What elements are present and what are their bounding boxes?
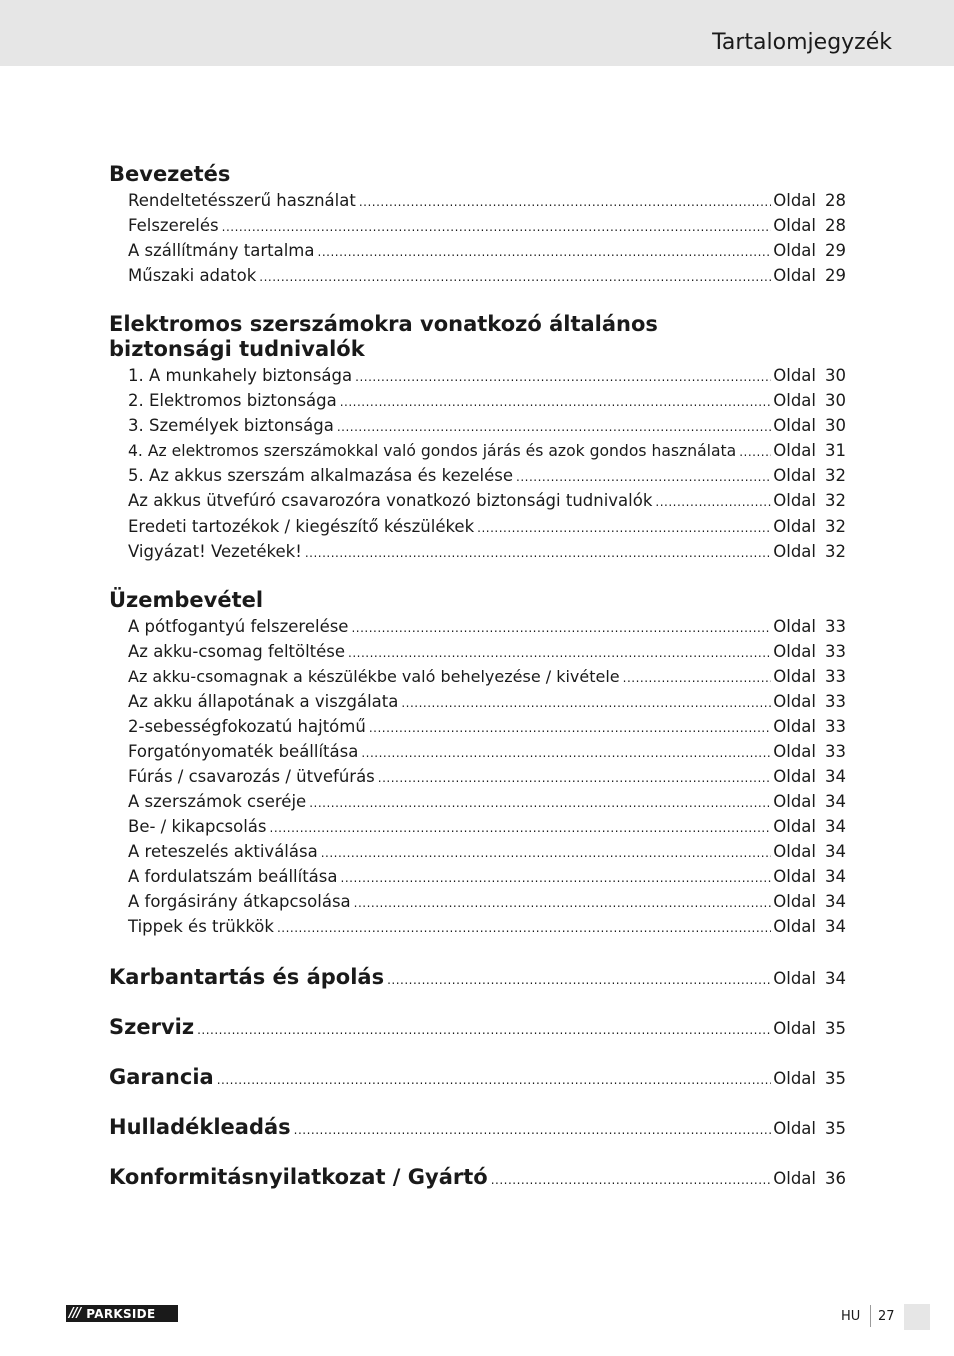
toc-entry[interactable] (128, 740, 846, 764)
toc-entry-page-word: Oldal (773, 917, 816, 936)
toc-entry-label: 2-sebességfokozatú hajtómű (128, 717, 366, 736)
dot-leader (294, 1115, 772, 1145)
toc-entry-page-number: 30 (825, 366, 846, 385)
toc-entry[interactable] (128, 189, 846, 213)
toc-entry-page-word: Oldal (773, 969, 816, 988)
toc-entry-page-word: Oldal (773, 1169, 816, 1188)
toc-entry-page-number: 33 (825, 717, 846, 736)
dot-leader (309, 791, 771, 815)
dot-leader (321, 841, 772, 865)
toc-entry-page-number: 34 (825, 842, 846, 861)
toc-entry-page-number: 34 (825, 792, 846, 811)
toc-entry[interactable] (128, 615, 846, 639)
toc-entry[interactable] (128, 239, 846, 263)
section-heading-uzembevetel: Üzembevétel (109, 588, 264, 612)
toc-entry[interactable] (128, 264, 846, 288)
toc-entry-page-number: 29 (825, 241, 846, 260)
toc-entry-label: A reteszelés aktiválása (128, 842, 318, 861)
dot-leader (354, 891, 772, 915)
toc-entry[interactable] (128, 890, 846, 914)
dot-leader (270, 816, 772, 840)
toc-entry-page-number: 33 (825, 667, 846, 686)
toc-entry-label: Az akku állapotának a viszgálata (128, 692, 399, 711)
dot-leader (623, 666, 772, 690)
toc-entry-page-number: 34 (825, 892, 846, 911)
footer-divider (870, 1305, 871, 1327)
toc-entry-page-number: 36 (825, 1169, 846, 1188)
dot-leader (217, 1065, 772, 1095)
toc-entry-page-number: 30 (825, 416, 846, 435)
toc-entry-page-word: Oldal (773, 542, 816, 561)
dot-leader (401, 691, 771, 715)
toc-entry-label: 4. Az elektromos szerszámokkal való gondos járás és azok gondos használata (128, 442, 737, 460)
toc-entry-label: Fúrás / csavarozás / ütvefúrás (128, 767, 375, 786)
page-title: Tartalomjegyzék (712, 30, 892, 55)
toc-entry-label: Eredeti tartozékok / kiegészítő készülékek (128, 517, 475, 536)
toc-entry-page-word: Oldal (773, 1119, 816, 1138)
toc-entry[interactable] (128, 364, 846, 388)
toc-entry-page-word: Oldal (773, 517, 816, 536)
toc-main-entry-label: Karbantartás és ápolás (109, 965, 385, 989)
logo-slashes: /// (69, 1306, 81, 1321)
toc-entry-page-number: 31 (825, 441, 846, 460)
toc-entry-label: 3. Személyek biztonsága (128, 416, 334, 435)
dot-leader (359, 190, 771, 214)
toc-entry[interactable] (128, 640, 846, 664)
toc-entry-page-number: 30 (825, 391, 846, 410)
toc-entry-page-word: Oldal (773, 617, 816, 636)
toc-entry-page-word: Oldal (773, 216, 816, 235)
toc-entry-page-word: Oldal (773, 1069, 816, 1088)
toc-entry-page-word: Oldal (773, 1019, 816, 1038)
toc-entry-page-word: Oldal (773, 667, 816, 686)
dot-leader (222, 215, 772, 239)
toc-entry-page-number: 32 (825, 466, 846, 485)
toc-entry-page-word: Oldal (773, 366, 816, 385)
toc-entry[interactable] (128, 690, 846, 714)
toc-main-entry[interactable] (109, 1162, 846, 1192)
toc-main-entry-label: Hulladékleadás (109, 1115, 291, 1139)
toc-entry[interactable] (128, 414, 846, 438)
dot-leader (655, 490, 771, 514)
dot-leader (348, 641, 771, 665)
language-code: HU (841, 1309, 861, 1324)
toc-entry-page-number: 34 (825, 917, 846, 936)
toc-entry-page-number: 35 (825, 1069, 846, 1088)
toc-main-entry-label: Konformitásnyilatkozat / Gyártó (109, 1165, 488, 1189)
dot-leader (318, 240, 772, 264)
toc-entry-page-number: 34 (825, 867, 846, 886)
toc-entry-page-word: Oldal (773, 742, 816, 761)
toc-entry[interactable] (128, 815, 846, 839)
toc-entry-page-number: 32 (825, 491, 846, 510)
toc-entry-label: Műszaki adatok (128, 266, 257, 285)
toc-main-entry[interactable] (109, 962, 846, 992)
toc-entry-label: Az akkus ütvefúró csavarozóra vonatkozó biztonsági tudnivalók (128, 491, 653, 510)
logo-text: PARKSIDE (86, 1306, 156, 1321)
footer-tab-marker (904, 1304, 930, 1330)
dot-leader (340, 390, 772, 414)
toc-entry-label: A szállítmány tartalma (128, 241, 315, 260)
toc-entry-page-word: Oldal (773, 817, 816, 836)
dot-leader (516, 465, 771, 489)
dot-leader (477, 516, 771, 540)
toc-entry-page-word: Oldal (773, 717, 816, 736)
toc-entry-label: A fordulatszám beállítása (128, 867, 338, 886)
dot-leader (197, 1015, 771, 1045)
toc-entry[interactable] (128, 840, 846, 864)
toc-entry-label: A szerszámok cseréje (128, 792, 307, 811)
toc-entry-page-number: 32 (825, 517, 846, 536)
toc-entry[interactable] (128, 464, 846, 488)
toc-entry-page-number: 33 (825, 692, 846, 711)
dot-leader (305, 541, 771, 565)
toc-entry-page-word: Oldal (773, 867, 816, 886)
toc-entry[interactable] (128, 865, 846, 889)
page-number: 27 (878, 1309, 895, 1324)
toc-entry-label: Vigyázat! Vezetékek! (128, 542, 302, 561)
toc-entry-page-number: 32 (825, 542, 846, 561)
toc-entry-label: Az akku-csomag feltöltése (128, 642, 346, 661)
toc-entry-page-word: Oldal (773, 466, 816, 485)
toc-entry-label: 1. A munkahely biztonsága (128, 366, 353, 385)
dot-leader (277, 916, 771, 940)
toc-entry-page-word: Oldal (773, 416, 816, 435)
toc-entry[interactable] (128, 439, 846, 463)
toc-entry[interactable] (128, 665, 846, 689)
toc-entry-page-word: Oldal (773, 892, 816, 911)
toc-entry-page-number: 33 (825, 642, 846, 661)
toc-entry-page-number: 33 (825, 742, 846, 761)
toc-entry-label: Rendeltetésszerű használat (128, 191, 356, 210)
dot-leader (259, 265, 771, 289)
toc-entry-page-word: Oldal (773, 441, 816, 460)
toc-entry-page-number: 34 (825, 767, 846, 786)
dot-leader (351, 616, 771, 640)
toc-entry[interactable] (128, 765, 846, 789)
dot-leader (341, 866, 772, 890)
toc-entry[interactable] (128, 389, 846, 413)
toc-entry-page-word: Oldal (773, 391, 816, 410)
toc-entry-page-word: Oldal (773, 642, 816, 661)
dot-leader (369, 716, 771, 740)
toc-entry[interactable] (128, 540, 846, 564)
toc-entry-label: Forgatónyomaték beállítása (128, 742, 359, 761)
parkside-logo (66, 1305, 178, 1322)
toc-entry-label: A forgásirány átkapcsolása (128, 892, 351, 911)
toc-main-entry-label: Garancia (109, 1065, 214, 1089)
toc-entry-page-word: Oldal (773, 241, 816, 260)
toc-entry-page-number: 35 (825, 1019, 846, 1038)
dot-leader (378, 766, 771, 790)
section-heading-bevezetes: Bevezetés (109, 162, 231, 186)
dot-leader (739, 440, 771, 464)
toc-entry-label: Az akku-csomagnak a készülékbe való behelyezése / kivétele (128, 667, 620, 686)
dot-leader (491, 1165, 772, 1195)
toc-entry-page-number: 34 (825, 969, 846, 988)
toc-entry-page-word: Oldal (773, 266, 816, 285)
dot-leader (387, 965, 771, 995)
toc-entry[interactable] (128, 214, 846, 238)
toc-entry-page-word: Oldal (773, 491, 816, 510)
toc-entry-label: 2. Elektromos biztonsága (128, 391, 337, 410)
toc-entry-label: A pótfogantyú felszerelése (128, 617, 349, 636)
toc-main-entry[interactable] (109, 1112, 846, 1142)
section-heading-safety: Elektromos szerszámokra vonatkozó általános (109, 312, 658, 336)
toc-entry-page-number: 34 (825, 817, 846, 836)
toc-entry-label: Tippek és trükkök (128, 917, 274, 936)
toc-entry[interactable] (128, 915, 846, 939)
toc-entry-label: 5. Az akkus szerszám alkalmazása és kezelése (128, 466, 514, 485)
toc-entry[interactable] (128, 715, 846, 739)
toc-entry-page-number: 29 (825, 266, 846, 285)
dot-leader (361, 741, 771, 765)
toc-entry-page-word: Oldal (773, 692, 816, 711)
toc-main-entry[interactable] (109, 1012, 846, 1042)
toc-entry[interactable] (128, 790, 846, 814)
toc-entry-page-number: 28 (825, 191, 846, 210)
toc-main-entry-label: Szerviz (109, 1015, 195, 1039)
toc-entry-page-word: Oldal (773, 767, 816, 786)
toc-entry-label: Felszerelés (128, 216, 219, 235)
section-heading-safety-line2: biztonsági tudnivalók (109, 337, 365, 361)
toc-entry-page-word: Oldal (773, 792, 816, 811)
toc-entry[interactable] (128, 515, 846, 539)
toc-entry-page-word: Oldal (773, 842, 816, 861)
dot-leader (337, 415, 771, 439)
toc-entry-page-number: 33 (825, 617, 846, 636)
toc-main-entry[interactable] (109, 1062, 846, 1092)
toc-entry-page-word: Oldal (773, 191, 816, 210)
toc-entry-page-number: 28 (825, 216, 846, 235)
toc-entry[interactable] (128, 489, 846, 513)
dot-leader (355, 365, 771, 389)
toc-entry-label: Be- / kikapcsolás (128, 817, 267, 836)
toc-entry-page-number: 35 (825, 1119, 846, 1138)
